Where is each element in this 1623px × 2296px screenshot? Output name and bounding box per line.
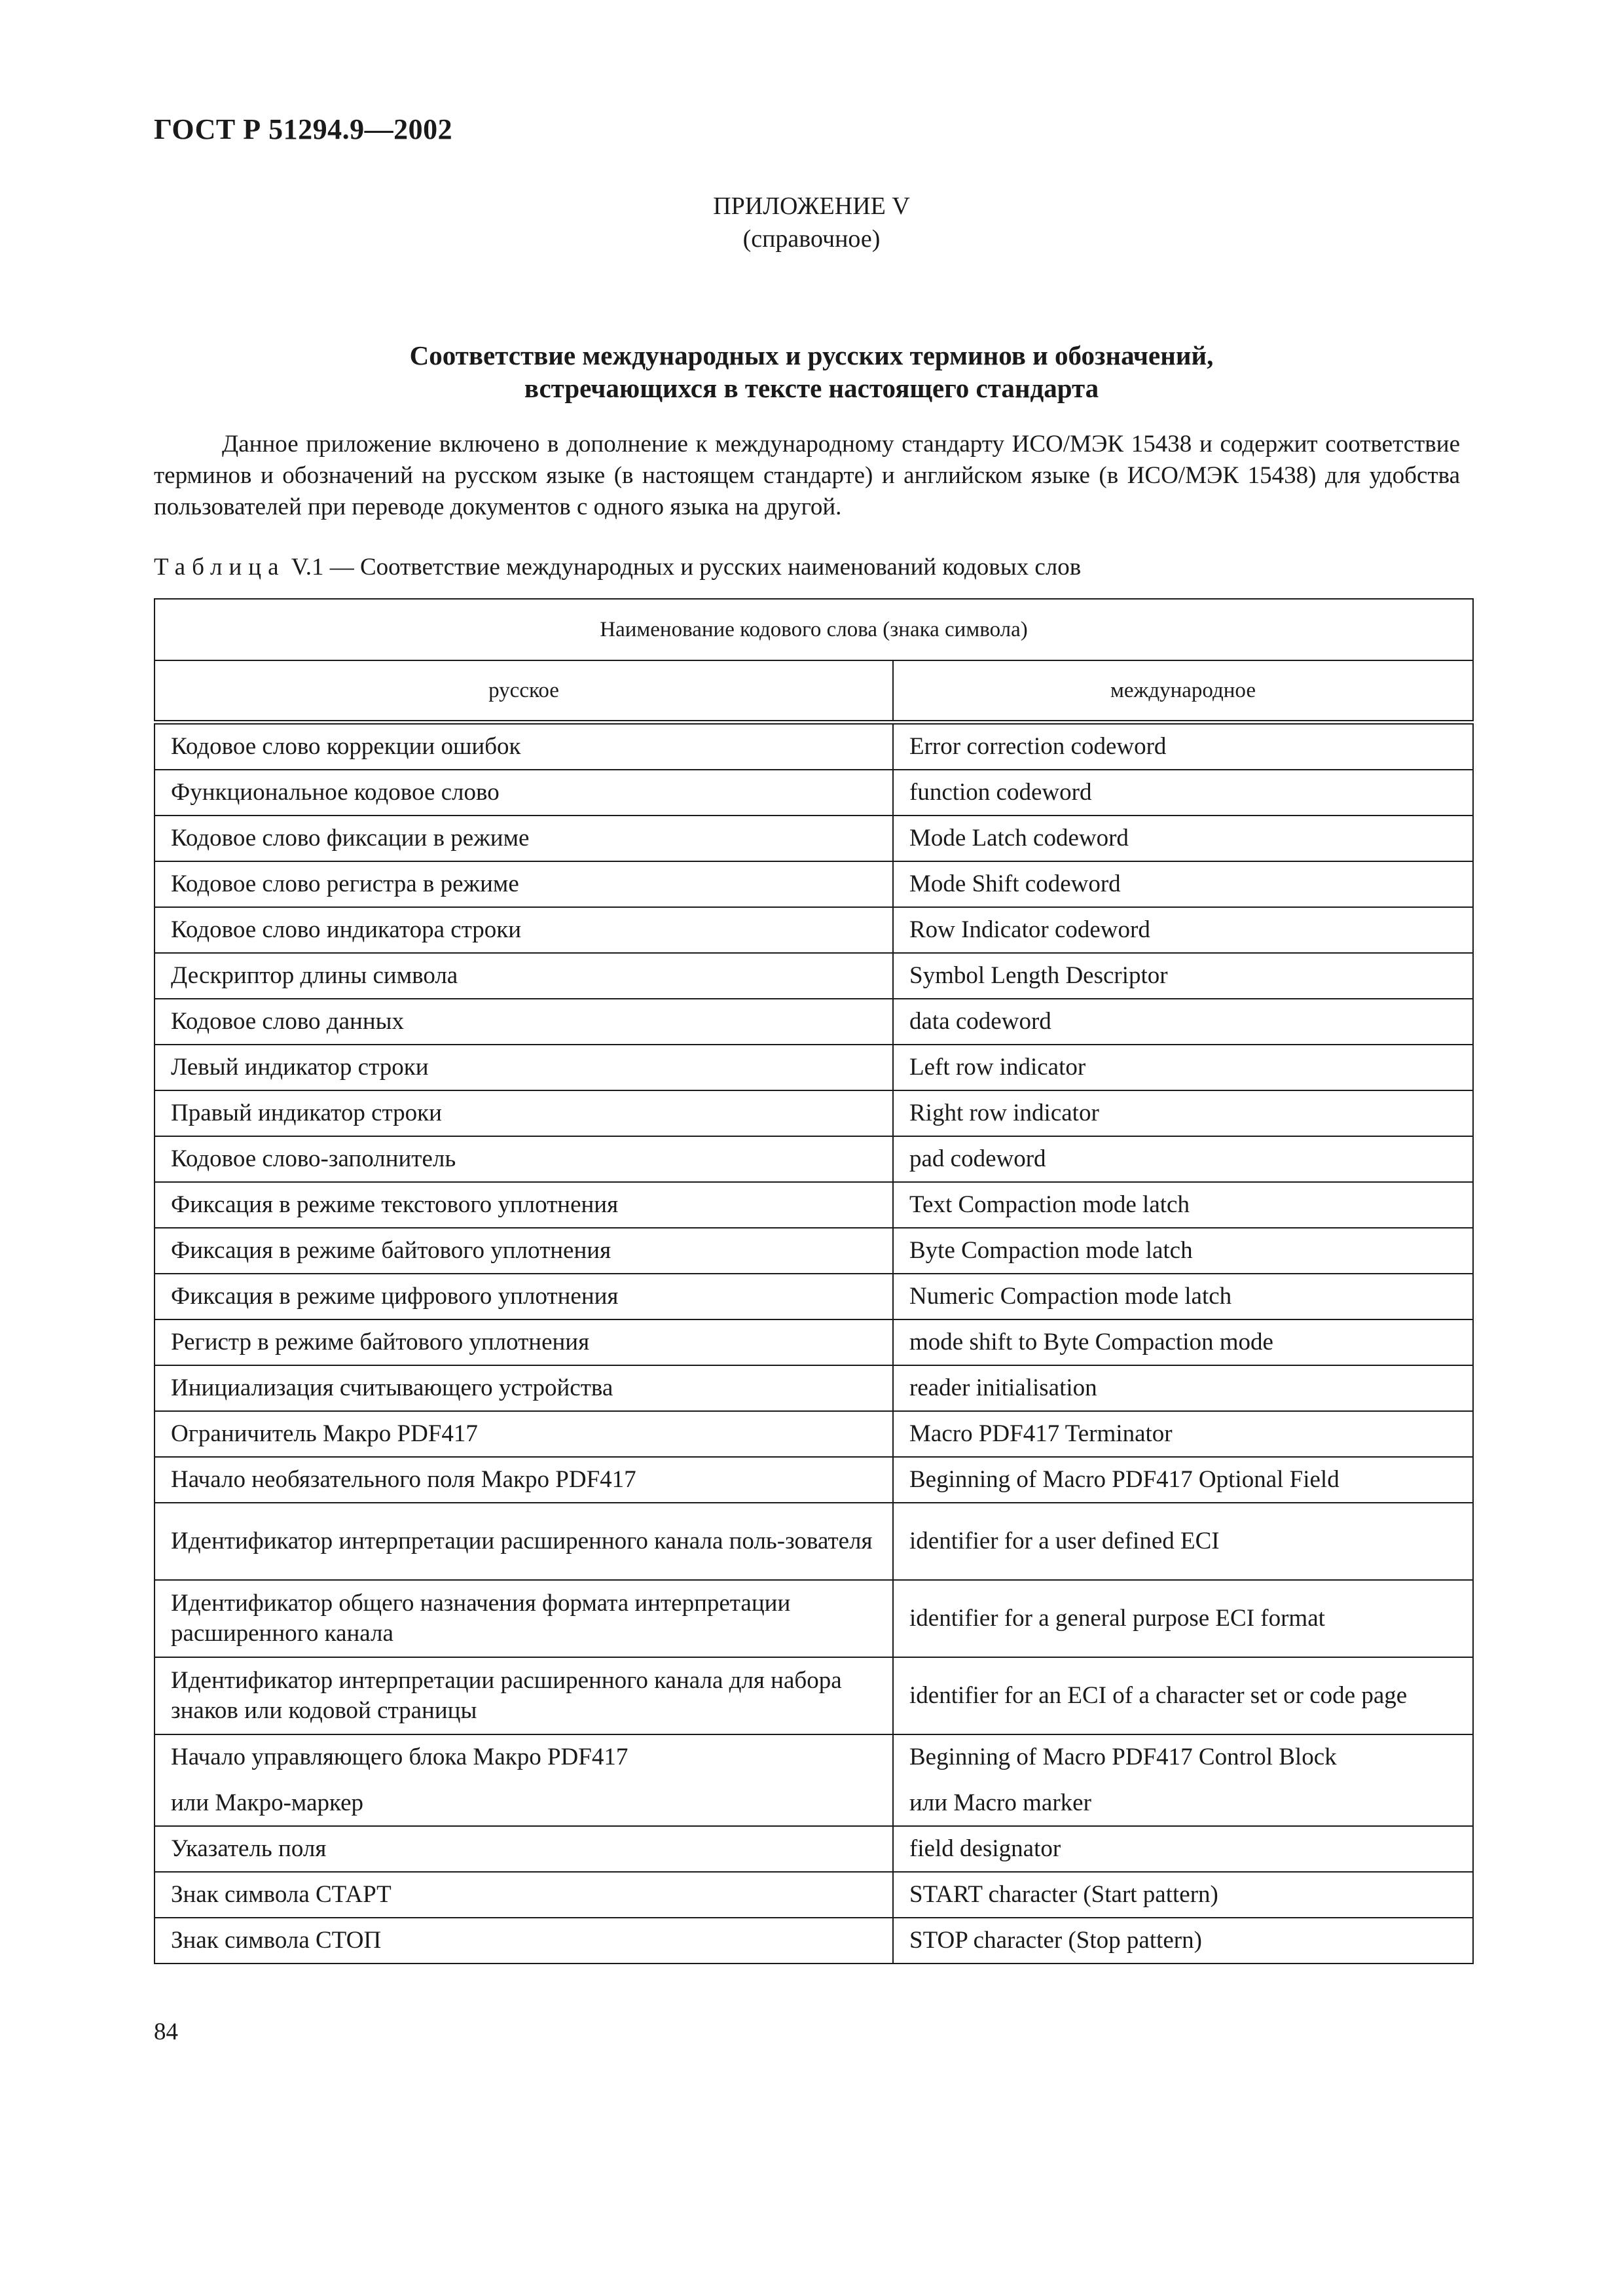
table-row [155,1045,1473,1090]
cell-russian: Кодовое слово фиксации в режиме [155,816,893,861]
table-row [155,1457,1473,1503]
table-row [155,1274,1473,1319]
cell-russian: Фиксация в режиме текстового уплотнения [155,1182,893,1228]
cell-international: identifier for a user defined ECI [893,1503,1473,1580]
table-row [155,1319,1473,1365]
cell-international: START character (Start pattern) [893,1872,1473,1918]
terms-table [154,598,1474,1964]
cell-international: Symbol Length Descriptor [893,953,1473,999]
cell-international: Byte Compaction mode latch [893,1228,1473,1274]
cell-international: function codeword [893,770,1473,816]
cell-international: field designator [893,1826,1473,1872]
cell-russian: Знак символа СТОП [155,1918,893,1964]
cell-russian: Идентификатор интерпретации расширенного канала для набора знаков или кодовой страницы [155,1657,893,1734]
cell-russian: Дескриптор длины символа [155,953,893,999]
cell-russian: Кодовое слово индикатора строки [155,907,893,953]
cell-international: Row Indicator codeword [893,907,1473,953]
cell-russian [155,1734,893,1826]
cell-russian: Инициализация считывающего устройства [155,1365,893,1411]
cell-international [893,1734,1473,1826]
cell-russian: Фиксация в режиме байтового уплотнения [155,1228,893,1274]
table-row [155,953,1473,999]
cell-russian: Фиксация в режиме цифрового уплотнения [155,1274,893,1319]
column-header-russian: русское [155,660,893,723]
cell-international: mode shift to Byte Compaction mode [893,1319,1473,1365]
cell-russian: Начало необязательного поля Макро PDF417 [155,1457,893,1503]
table-column-header-row [155,660,1473,723]
cell-russian: Функциональное кодовое слово [155,770,893,816]
table-caption [154,552,1081,583]
table-row [155,1090,1473,1136]
cell-international: Mode Shift codeword [893,861,1473,907]
cell-international: identifier for a general purpose ECI format [893,1580,1473,1657]
table-row [155,770,1473,816]
page-number: 84 [154,2018,178,2045]
cell-russian: Правый индикатор строки [155,1090,893,1136]
title-line-1: Соответствие международных и русских терминов и обозначений, [409,340,1214,370]
table-row [155,1657,1473,1734]
cell-international: Numeric Compaction mode latch [893,1274,1473,1319]
table-row [155,1136,1473,1182]
appendix-subtitle: (справочное) [742,225,881,253]
cell-russian: Идентификатор общего назначения формата интерпретации расширенного канала [155,1580,893,1657]
appendix-main-title [0,339,1623,404]
cell-international: Error correction codeword [893,723,1473,770]
table-row [155,1411,1473,1457]
cell-international: Macro PDF417 Terminator [893,1411,1473,1457]
cell-international: identifier for an ECI of a character set or code page [893,1657,1473,1734]
table-row [155,723,1473,770]
table-row [155,1365,1473,1411]
cell-russian: Знак символа СТАРТ [155,1872,893,1918]
table-row [155,1228,1473,1274]
cell-russian: Кодовое слово данных [155,999,893,1045]
table-caption-prefix: Таблица [154,554,285,581]
cell-russian: Кодовое слово коррекции ошибок [155,723,893,770]
cell-international: Text Compaction mode latch [893,1182,1473,1228]
cell-international: Beginning of Macro PDF417 Optional Field [893,1457,1473,1503]
cell-russian: Ограничитель Макро PDF417 [155,1411,893,1457]
table-row [155,1580,1473,1657]
cell-international: data codeword [893,999,1473,1045]
table-row [155,1872,1473,1918]
cell-russian-line-2: или Макро-маркер [171,1789,363,1816]
cell-russian-line-1: Начало управляющего блока Макро PDF417 [171,1744,629,1770]
cell-international: pad codeword [893,1136,1473,1182]
table-row [155,816,1473,861]
cell-russian: Регистр в режиме байтового уплотнения [155,1319,893,1365]
cell-international: Right row indicator [893,1090,1473,1136]
cell-international-line-2: или Macro marker [909,1789,1091,1816]
table-row [155,1182,1473,1228]
table-row [155,1734,1473,1826]
table-row [155,999,1473,1045]
cell-russian: Кодовое слово-заполнитель [155,1136,893,1182]
table-group-header-row [155,599,1473,660]
cell-international: Left row indicator [893,1045,1473,1090]
table-caption-text: V.1 — Соответствие международных и русских наименований кодовых слов [285,554,1082,581]
table-row [155,1918,1473,1964]
standard-code: ГОСТ Р 51294.9—2002 [154,113,453,145]
cell-international: STOP character (Stop pattern) [893,1918,1473,1964]
cell-russian: Кодовое слово регистра в режиме [155,861,893,907]
table-row [155,1503,1473,1580]
group-header-cell: Наименование кодового слова (знака символа) [155,599,1473,660]
table-row [155,861,1473,907]
cell-international-line-1: Beginning of Macro PDF417 Control Block [909,1744,1337,1770]
table-row [155,1826,1473,1872]
table-row [155,907,1473,953]
cell-russian: Идентификатор интерпретации расширенного канала поль-зователя [155,1503,893,1580]
cell-russian: Левый индикатор строки [155,1045,893,1090]
appendix-heading [0,190,1623,255]
title-line-2: встречающихся в тексте настоящего стандарта [524,373,1099,403]
cell-russian: Указатель поля [155,1826,893,1872]
appendix-title: ПРИЛОЖЕНИЕ V [713,192,910,220]
intro-paragraph: Данное приложение включено в дополнение к международному стандарту ИСО/МЭК 15438 и содержит соответствие терминов и обозначений на русском языке (в настоящем стандарте) и английском языке (в ИСО/МЭК 15438) для удобства пользователей при переводе документов с одного языка на другой. [154,431,1460,520]
column-header-international: международное [893,660,1473,723]
cell-international: Mode Latch codeword [893,816,1473,861]
cell-international: reader initialisation [893,1365,1473,1411]
